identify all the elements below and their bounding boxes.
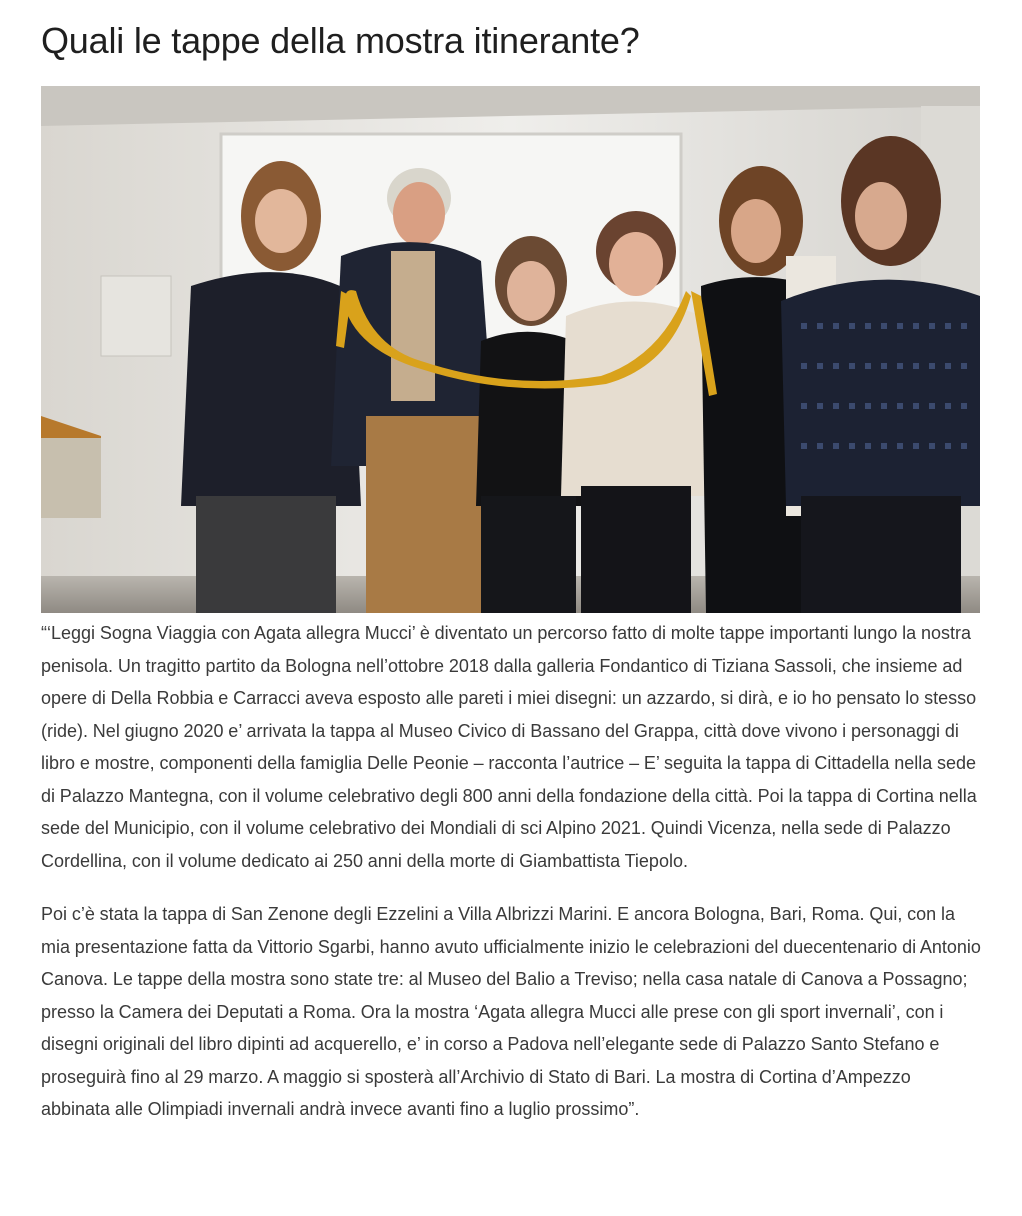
- article-heading: Quali le tappe della mostra itinerante?: [41, 20, 640, 61]
- ribbon-cutting-photo: [41, 86, 980, 613]
- article-body: [41, 617, 981, 1147]
- paragraph: Poi c’è stata la tappa di San Zenone degli Ezzelini a Villa Albrizzi Marini. E ancora Bologna, Bari, Roma. Qui, con la mia presentazione fatta da Vittorio Sgarbi, hanno avuto ufficialmente inizio le celebrazioni del duecentenario di Antonio Canova. Le tappe della mostra sono state tre: al Museo del Balio a Treviso; nella casa natale di Canova a Possagno; presso la Camera dei Deputati a Roma. Ora la mostra ‘Agata allegra Mucci alle prese con gli sport invernali’, con i disegni originali del libro dipinti ad acquerello, e’ in corso a Padova nell’elegante sede di Palazzo Santo Stefano e proseguirà fino al 29 marzo. A maggio si sposterà all’Archivio di Stato di Bari. La mostra di Cortina d’Ampezzo abbinata alle Olimpiadi invernali andrà invece avanti fino a luglio prossimo”.: [41, 904, 981, 1119]
- paragraph: “‘Leggi Sogna Viaggia con Agata allegra Mucci’ è diventato un percorso fatto di molte tappe importanti lungo la nostra penisola. Un tragitto partito da Bologna nell’ottobre 2018 dalla galleria Fondantico di Tiziana Sassoli, che insieme ad opere di Della Robbia e Carracci aveva esposto alle pareti i miei disegni: un azzardo, si dirà, e io ho pensato lo stesso (ride). Nel giugno 2020 e’ arrivata la tappa al Museo Civico di Bassano del Grappa, città dove vivono i personaggi di libro e mostre, componenti della famiglia Delle Peonie – racconta l’autrice – E’ seguita la tappa di Cittadella nella sede di Palazzo Mantegna, con il volume celebrativo degli 800 anni della fondazione della città. Poi la tappa di Cortina nella sede del Municipio, con il volume celebrativo dei Mondiali di sci Alpino 2021. Quindi Vicenza, nella sede di Palazzo Cordellina, con il volume dedicato ai 250 anni della morte di Giambattista Tiepolo.: [41, 623, 977, 871]
- photo-illustration: [41, 86, 980, 613]
- article: [41, 0, 981, 1119]
